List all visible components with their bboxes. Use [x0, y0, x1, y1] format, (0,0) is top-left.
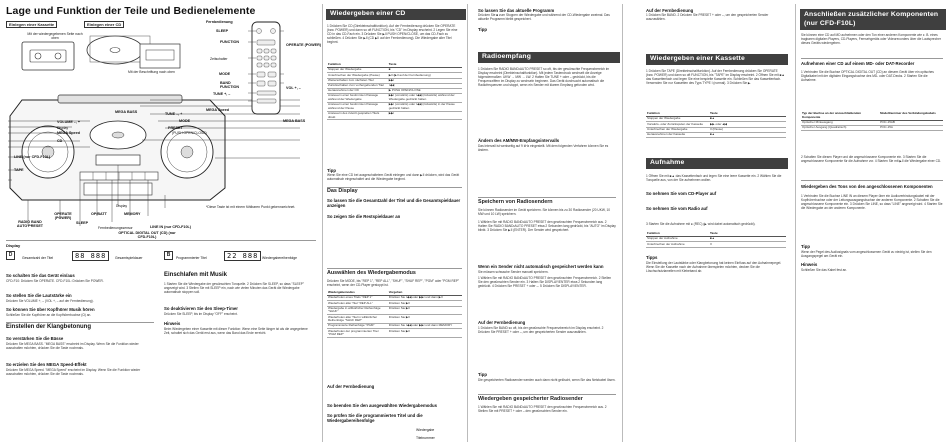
- table-cell: ▶▶I (vorwärts) oder I◀◀ (rückwärts) in der Pause gedrückt halten: [388, 102, 462, 111]
- table-cell: Drücken Sie ▶II: [388, 301, 462, 306]
- table-cell: Stoppen der Wiedergabe: [646, 117, 709, 122]
- h-auf-radio: So nehmen Sie vom Radio auf: [646, 206, 708, 211]
- table-cell: Optischer Ausgang (Quadratisch): [801, 125, 879, 130]
- label-insert-cd: Einlegen einer CD: [84, 21, 124, 28]
- display-title: Display: [6, 243, 21, 248]
- table-cell: ■: [388, 68, 462, 73]
- cd-tipp: Tipp: [327, 168, 336, 173]
- callout-function: FUNCTION: [220, 85, 240, 89]
- kassette-steps: 1 Drücken Sie TAPE (Direkteinschaltfunktion). Auf der Fernbedienung drücken Sie OPERATE (bzw. POWER) und dann so oft FUNCTION, bis "TAPE" im Display erscheint. 2 Öffnen Sie mit ■▲ das Kassettenfach und legen Sie eine bespielte Kassette ein. Schließen Sie das Kassettenfach. Verwenden Sie nur Kassetten des Typs TYPE I (normal). 3 Drücken Sie ▶.: [646, 69, 785, 86]
- footnote: *Diese Taste ist mit einem fühlbaren Punkt gekennzeichnet.: [206, 205, 296, 209]
- aufnahme-steps: 3 Starten Sie die Aufnahme mit ● (REC) (▶ wird dabei automatisch gedrückt).: [646, 222, 756, 226]
- section-radio-title: Radioempfang: [478, 52, 620, 63]
- table-cell: Unterbrechen der Wiedergabe (Pause): [327, 73, 388, 78]
- callout-volume: VOLUME –, +: [57, 120, 81, 124]
- h-abruf: Wiedergeben gespeicherter Radiosender: [478, 396, 583, 402]
- table-header-cell: Typ der Buchse an der anzuschließenden Komponente: [801, 112, 879, 120]
- table-row: [327, 102, 462, 111]
- table-header: [801, 112, 943, 120]
- table-cell: ▶▶I (vorwärts) oder I◀◀ (rückwärts) während der Wiedergabe gedrückt halten: [388, 94, 462, 103]
- table-cell: Stoppen der Aufnahme: [646, 237, 709, 242]
- table-cell: Herausnehmen der CD: [327, 88, 388, 93]
- table-row: [646, 242, 786, 247]
- h-headphone: So können Sie über Kopfhörer Musik hören: [6, 307, 95, 312]
- p-headphone: Schließen Sie die Kopfhörer an die Kopfhörerbuchse (Ω) an.: [6, 313, 92, 317]
- h-wiedergabe-komp: Wiedergeben des Tons von den angeschlossenen Komponenten: [801, 184, 933, 189]
- table-cell: Wiederholen aller Titel in willkürlicher Reihenfolge "SHUF REP": [327, 315, 388, 324]
- table-cell: Ansteuern des zuletzt gespielten Titels direkt: [327, 111, 388, 120]
- table-cell: Drücken Sie ▶II: [388, 315, 462, 324]
- table-cell: Wiederholen aller Titel "REP ALL": [327, 301, 388, 306]
- kabel-table: [801, 112, 943, 131]
- display-label-order: Wiedergabereihenfolge: [262, 256, 298, 260]
- table-header-cell: Taste: [388, 63, 462, 68]
- table-row: [327, 306, 462, 315]
- table-cell: Optischer Miniausgang: [801, 120, 879, 125]
- table-cell: ▶II (▶II auf der Fernbedienung): [388, 73, 462, 78]
- remote-band: BAND: [220, 81, 231, 85]
- table-cell: ▶ PUSH OPEN/CLOSE: [388, 88, 462, 93]
- remote-diagram: [248, 20, 284, 116]
- table-header-cell: Taste: [709, 112, 786, 117]
- h-md: Aufnehmen einer CD auf einem MD- oder DAT-Recorder: [801, 61, 915, 66]
- p-speichern: Sie können Radiosender im Gerät speichern. Sie können bis zu 30 Radiosender (20 UKW, 10 MW und 10 LW) speichern.: [478, 208, 611, 217]
- display-label-time: Gesamtspieldauer: [115, 256, 143, 260]
- p-abruf: 1 Wählen Sie mit RADIO BAND•AUTO PRESET den gewünschten Frequenzbereich aus. 2 Stellen Sie mit PRESET + oder – den gewünschten Sender ein.: [478, 405, 607, 414]
- table-cell: ■▲: [709, 117, 786, 122]
- callout-remote-sensor: Fernbedienungssensor: [98, 226, 133, 230]
- section-kassette-title: Wiedergeben einer Kassette: [646, 54, 788, 65]
- callout-display-left: Display: [57, 126, 69, 130]
- p-fernbed: 1 Drücken Sie BAND so oft, bis der gewünschte Frequenzbereich im Display erscheint. 2 Drücken Sie PRESET + oder –, um den gespeicherten Sender auszuwählen.: [478, 326, 604, 335]
- table-cell: POC-15AB: [879, 120, 943, 125]
- table-cell: Zurückschalten zum vorhergehenden Titel: [327, 83, 388, 88]
- callout-preset: PRESET: [168, 126, 183, 130]
- radio-steps: 1 Drücken Sie RADIO BAND•AUTO PRESET so oft, bis der gewünschte Frequenzbereich im Display erscheint (Direkteinschaltfunktion). Mit jedem Tastendruck wechselt die Anzeige folgendermaßen: UKW → MW → LW. 2 Halten Sie TUNE + oder – gedrückt, bis die Frequenzziffern im Display zu wechseln beginnen. Das Gerät durchsucht automatisch die Radiofrequenzen und stoppt, wenn ein Sender mit klarem Empfang gefunden wird.: [478, 67, 610, 88]
- cd-note: Mit der wiedergegebenen Seite nach oben: [27, 32, 83, 40]
- h-rds: Ändern des AM/MW-Empfangsintervalls: [478, 138, 560, 143]
- h-bass: So verstärken Sie die Bässe: [6, 336, 64, 341]
- table-cell: Vorwärts- oder Zurückspulen der Kassette: [646, 122, 709, 127]
- h-sleep-off: So deaktivieren Sie den Sleep-Timer: [164, 306, 238, 311]
- h-disp1: So lassen Sie die Gesamtzahl der Titel und die Gesamtspieldauer anzeigen: [327, 198, 461, 208]
- callout-mega-bass-left: MEGA BASS: [115, 110, 138, 114]
- p-bass: Drücken Sie MEGA BASS. "MEGA BASS" erscheint im Display. Wenn Sie die Funktion wieder ausschalten möchten, drücken Sie die Taste nochmals.: [6, 342, 139, 351]
- nicht-steps: 1 Wählen Sie mit RADIO BAND•AUTO PRESET den gewünschten Frequenzbereich. 2 Stellen Sie den gewünschten Sender ein. 3 Halten Sie DISPLAY/ENTER etwa 2 Sekunden lang gedrückt. 4 Drücken Sie PRESET + oder –. 5 Drücken Sie DISPLAY/ENTER.: [478, 276, 612, 289]
- table-cell: I◀◀: [388, 83, 462, 88]
- table-cell: Unterbrechen der Aufnahme: [646, 242, 709, 247]
- remote-timer: Zeitschalter: [210, 57, 228, 61]
- table-cell: Unterbrechen der Wiedergabe: [646, 127, 709, 132]
- display-indicator-d: D: [6, 251, 15, 260]
- h-power: So schalten Sie das Gerät ein/aus: [6, 273, 75, 278]
- table-row: [327, 315, 462, 324]
- tape-note: Mit der Beschriftung nach oben: [128, 70, 175, 74]
- table-cell: ■▲: [709, 132, 786, 137]
- table-cell: II (Pause): [709, 127, 786, 132]
- table-header-cell: Wiedergabemodus: [327, 291, 388, 296]
- cd-function-table: [327, 63, 462, 120]
- anschluss-intro: Sie können eine CD auf MD aufnehmen oder den Ton einer anderen Komponente wie z. B. eines tragbaren digitalen Players, CD-Players, Fernsehgeräts oder Videorecorders über die Lautsprecher dieses Geräts wiedergeben.: [801, 33, 941, 46]
- h-check: So prüfen Sie die programmierten Titel und die Wiedergabereihenfolge: [327, 413, 423, 423]
- remote-mode: MODE: [219, 72, 231, 76]
- remote-function: FUNCTION: [220, 40, 240, 44]
- callout-tune: TUNE –, +: [165, 112, 183, 116]
- table-header-cell: Vorgehen: [388, 291, 462, 296]
- callout-display-bottom: Display: [116, 204, 128, 208]
- kassette-table: [646, 112, 786, 138]
- display-lcd-left: 88 888: [72, 251, 109, 261]
- table-row: [327, 111, 462, 120]
- p-modus: Drücken Sie MODE, bis "REP 1", "REP ALL", "SHUF", "SHUF REP", "PGM" oder "PGM REP" erscheint, wenn der CD-Player gestoppt ist.: [327, 279, 460, 288]
- callout-line-in: LINE IN (nur CFD-F10L): [150, 225, 191, 229]
- col5-tipp: Tipp: [801, 244, 810, 249]
- table-cell: Herausnehmen der Kassette: [646, 132, 709, 137]
- display-lcd-right: 22 888: [224, 251, 261, 261]
- table-cell: Wiedergabe in willkürlicher Reihenfolge "SHUF": [327, 306, 388, 315]
- table-cell: Drücken Sie I◀◀ oder ▶▶I und dann MEMORY: [388, 324, 462, 329]
- table-cell: ▶▶ oder ◀◀: [709, 122, 786, 127]
- table-cell: Drücken Sie ▶II: [388, 306, 462, 315]
- h-speed: So erzielen Sie den MEGA Speed-Effekt: [6, 362, 87, 367]
- table-header-cell: Modellnummer des Verbindungskabels: [879, 112, 943, 120]
- callout-mode: MODE: [179, 119, 191, 123]
- table-cell: Stoppen der Wiedergabe: [327, 68, 388, 73]
- col5-hinweis: Hinweis: [801, 262, 818, 267]
- p-aktuelles-programm: Drücken Sie ■ zum Stoppen der Wiedergabe und während der CD-Wiedergabe zweimal. Das aktuelle Programm bleibt gespeichert.: [478, 13, 610, 22]
- p-rds: Das Intervall ist werkseitig auf 9 kHz eingestellt. Mit dem folgenden Verfahren können Sie es ändern.: [478, 144, 609, 153]
- callout-line: LINE (nur CFD-F10L): [14, 155, 51, 159]
- col3-tipp2: Tipp: [478, 372, 487, 377]
- aufnahme-text: 1 Öffnen Sie mit ■▲ das Kassettenfach und legen Sie eine leere Kassette ein. 2 Wählen Sie die Tonquelle aus, von der Sie aufnehmen wollen.: [646, 174, 782, 183]
- disp-label-titel: Titelnummer: [416, 436, 435, 440]
- remote-vol: VOL +, –: [286, 86, 301, 90]
- table-row: [646, 132, 786, 137]
- callout-memory: MEMORY: [124, 212, 141, 216]
- table-cell: II: [709, 242, 786, 247]
- section-anschluss-title: Anschließen zusätzlicher Komponenten (nur CFD-F10L): [800, 9, 946, 30]
- callout-sleep: SLEEP: [76, 221, 89, 225]
- table-cell: Drücken Sie ▶II: [388, 329, 462, 338]
- table-row: [327, 329, 462, 338]
- p-sleep-off: Drücken Sie SLEEP, bis im Display "OFF" erscheint.: [164, 312, 238, 316]
- h-aufhebung: Auf der Fernbedienung: [327, 384, 375, 389]
- h-display: Das Display: [327, 188, 358, 194]
- table-header-cell: Funktion: [646, 232, 709, 237]
- remote-title: Fernbedienung: [206, 20, 233, 24]
- h-fernbed: Auf der Fernbedienung: [478, 320, 526, 325]
- h-volume: So stellen Sie die Lautstärke ein: [6, 293, 72, 298]
- table-cell: Ansteuern einer bestimmten Passage während der Wiedergabe: [327, 94, 388, 103]
- p-col5-tipp: Wenn der Pegel des Audiosignals vom angeschlossenen Gerät zu niedrig ist, stellen Sie den Ausgangspegel am Gerät ein.: [801, 250, 932, 259]
- p-hinweis-sleep: Beim Wiedergeben einer Kassette mit dieser Funktion: Wenn eine Seite länger ist als die angegebene Zeit, schaltet sich das Gerät erst aus, wenn das Band das Ende erreicht.: [164, 327, 308, 336]
- table-cell: Weiterschalten zum nächsten Titel: [327, 78, 388, 83]
- table-header-cell: Funktion: [327, 63, 388, 68]
- p-musik: 1 Starten Sie die Wiedergabe der gewünschten Tonquelle. 2 Drücken Sie SLEEP, so dass "SLEEP" angezeigt wird. 3 Stellen Sie mit SLEEP ein, nach wie vielen Minuten das Gerät die Wiedergabe automatisch stoppen soll.: [164, 282, 304, 295]
- p-volume: Drücken Sie VOLUME +, – (VOL +, – auf der Fernbedienung).: [6, 299, 94, 303]
- table-cell: Ansteuern einer bestimmten Passage während der Pause: [327, 102, 388, 111]
- display-indicator-b: B: [164, 251, 173, 260]
- table-cell: ■▲: [709, 237, 786, 242]
- table-cell: ▶▶I: [388, 78, 462, 83]
- section-cd-title: Wiedergeben einer CD: [326, 9, 466, 20]
- table-cell: Wiederholen eines Titels "REP 1": [327, 296, 388, 301]
- callout-operate-bottom: OPERATE (POWER): [54, 212, 72, 220]
- table-cell: Programmierte Reihenfolge "PGM": [327, 324, 388, 329]
- page-title: Lage und Funktion der Teile und Bedienelemente: [6, 5, 256, 17]
- h-disp2: So zeigen Sie die Restspieldauer an: [327, 214, 401, 219]
- anschluss-steps: 2 Schalten Sie diesen Player und die angeschlossene Komponente ein. 3 Starten Sie die angeschlossene Komponente für die Aufnahme vor. 4 Starten Sie mit ▶II die Wiedergabe einer CD.: [801, 155, 942, 164]
- p-nicht: Sie müssen schwache Sender manuell speichern.: [478, 270, 549, 274]
- section-aufnahme-title: Aufnahme: [646, 158, 788, 169]
- p-col3-tipp2: Die gespeicherten Radiosender werden auch dann nicht gelöscht, wenn Sie das Netzkabel lösen.: [478, 378, 616, 382]
- speichern-steps: 1 Wählen Sie mit RADIO BAND•AUTO PRESET den gewünschten Frequenzbereich aus. 2 Halten Sie RADIO BAND•AUTO PRESET etwa 2 Sekunden lang gedrückt, bis "AUTO" im Display blinkt. 3 Drücken Sie ▶II (ENTER). Der Sender wird gespeichert.: [478, 220, 616, 233]
- callout-optical-out: OPTICAL DIGITAL OUT (CD) (nur CFD-F10L): [118, 231, 176, 239]
- display-label-total: Gesamtzahl der Titel: [22, 256, 54, 260]
- callout-op-batt: OP/BATT: [91, 212, 107, 216]
- h-klang: Einstellen der Klangbetonung: [6, 324, 92, 330]
- remote-tune: TUNE +, –: [213, 92, 231, 96]
- p-wiedergabe-komp: 1 Verbinden Sie die Buchse LINE IN an diesem Player über ein Audioverbindungskabel mit der Kopfhörerbuchse oder der Leitungsausgangsbuchse der anderen Komponente. 2 Schalten Sie die angeschlossene Komponente ein. 3 Drücken Sie LINE, so dass "LINE" angezeigt wird. 4 Starten Sie die Wiedergabe an der anderen Komponente.: [801, 194, 943, 211]
- p-power: CFD-F10: Drücken Sie OPERATE. CFD-F10L: Drücken Sie POWER.: [6, 279, 104, 283]
- col4-tipps: Tipps: [646, 255, 658, 260]
- table-header-cell: Taste: [709, 232, 786, 237]
- table-cell: Drücken Sie I◀◀ oder ▶▶I und dann ▶II: [388, 296, 462, 301]
- modus-table: [327, 291, 462, 338]
- h-musik: Einschlafen mit Musik: [164, 272, 228, 278]
- table-header-cell: Funktion: [646, 112, 709, 117]
- table-cell: ▶▶I: [388, 111, 462, 120]
- h-auf-cd: So nehmen Sie vom CD-Player auf: [646, 191, 717, 196]
- cd-steps: 1 Drücken Sie CD (Direkteinschaltfunktion). Auf der Fernbedienung drücken Sie OPERATE (bzw. POWER) und dann so oft FUNCTION, bis "CD" im Display erscheint. 2 Legen Sie eine CD in das CD-Fach ein. 3 Drücken Sie ▶II PUSH OPEN/CLOSE, um das CD-Fach zu schließen. 4 Drücken Sie ▶II (CD ▶II auf der Fernbedienung). Die Wiedergabe aller Titel beginnt.: [327, 24, 458, 45]
- p-md: 1 Verbinden Sie die Buchse OPTICAL DIGITAL OUT (CD) an diesem Gerät über ein optisches Digitalkabel mit der digitalen Eingangsbuchse des MD- oder DAT-Decks. 2 Starten Sie die Aufnahme.: [801, 70, 934, 83]
- disp-label-wiedergabe: Wiedergabe: [416, 428, 435, 432]
- p-col4-tipps: Die Einstellung der Lautstärke oder Klangbetonung hat keinen Einfluss auf den Aufnahmepegel. Wenn Sie die Kassette nach der Aufnahme überspielen möchten, decken Sie die Löschschutzlamellen mit Klebeband ab.: [646, 261, 782, 274]
- table-row: [327, 94, 462, 103]
- label-insert-cassette: Einlegen einer Kassette: [6, 21, 57, 28]
- h-nicht: Wenn ein Sender nicht automatisch gespeichert werden kann: [478, 264, 604, 269]
- callout-push-open: (PUSH OPEN/CLOSE): [172, 131, 207, 135]
- h-aktuelles-programm: So lassen Sie das aktuelle Programm: [478, 8, 555, 13]
- remote-sleep: SLEEP: [216, 29, 229, 33]
- h-modus: Auswählen des Wiedergabemodus: [327, 270, 416, 276]
- table-row: [801, 125, 943, 130]
- hinweis-sleep: Hinweis: [164, 321, 181, 326]
- cd-tipp-text: Wenn Sie eine CD bei ausgeschaltetem Gerät einlegen und dann ▶II drücken, wird das Gerät automatisch eingeschaltet und die Wiedergabe beginnt.: [327, 173, 460, 182]
- p-col5-hinweis: Schließen Sie das Kabel fest an.: [801, 268, 848, 272]
- aufnahme-table: [646, 232, 786, 248]
- h-normal: So beenden Sie den ausgewählten Wiedergabemodus: [327, 403, 438, 408]
- callout-tape: TAPE: [14, 168, 24, 172]
- table-cell: Wiederholen der programmierten Titel "PGM REP": [327, 329, 388, 338]
- callout-operate-power: OPERATE (POWER): [286, 43, 321, 47]
- callout-mega-bass-right: MEGA BASS: [283, 119, 306, 123]
- callout-radio-band: RADIO BAND AUTO PRESET: [16, 220, 44, 228]
- h-col4-fernbed: Auf der Fernbedienung: [646, 8, 694, 13]
- h-speichern: Speichern von Radiosendern: [478, 199, 553, 205]
- col3-tipp: Tipp: [478, 27, 487, 32]
- p-col4-fernbed: 1 Drücken Sie BAND. 2 Drücken Sie PRESET + oder –, um den gespeicherten Sender auszuwählen.: [646, 13, 769, 22]
- callout-mega-speed: MEGA Speed: [57, 131, 81, 135]
- callout-cd: CD: [57, 139, 63, 143]
- display-label-program: Programmierter Titel: [176, 256, 207, 260]
- table-cell: POC-15A: [879, 125, 943, 130]
- p-speed: Drücken Sie MEGA Speed. "MEGA Speed" erscheint im Display. Wenn Sie die Funktion wieder ausschalten möchten, drücken Sie die Taste nochmals.: [6, 368, 141, 377]
- remote-mega-speed: MEGA Speed: [206, 108, 230, 112]
